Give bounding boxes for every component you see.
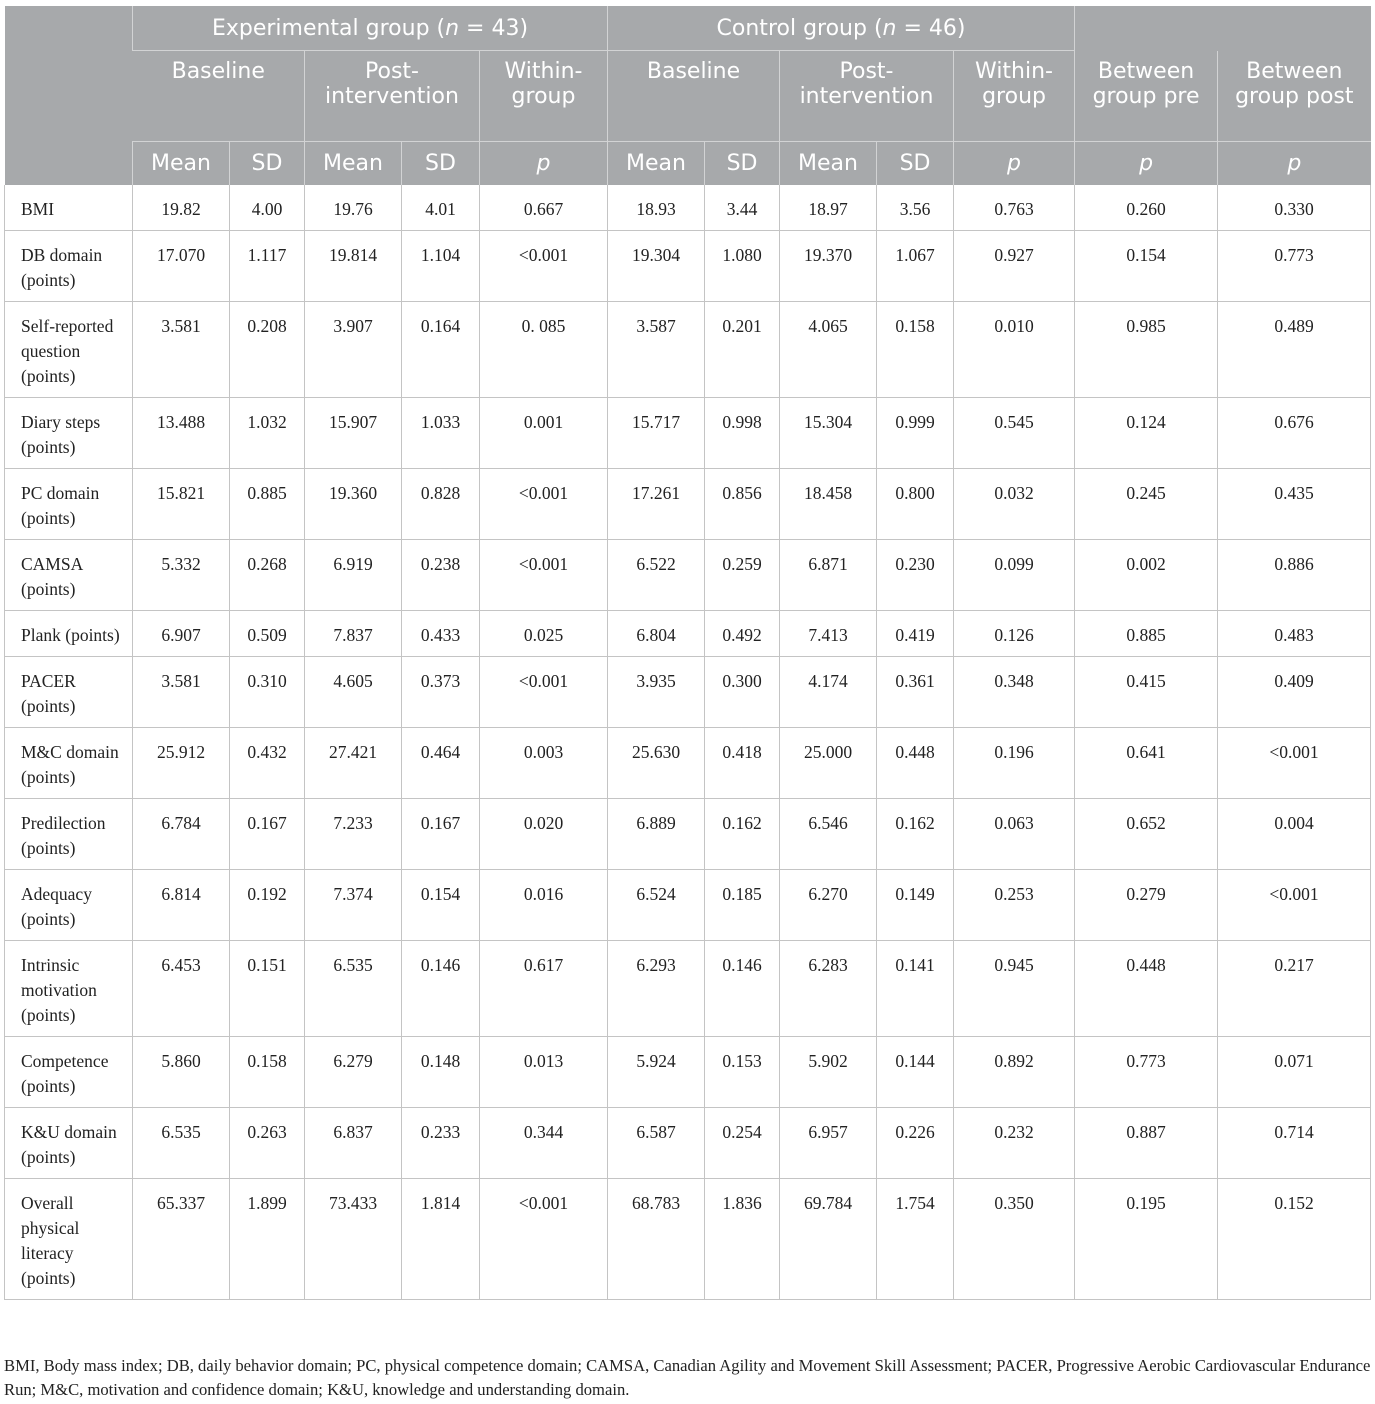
row-label: PACER (points) [5,657,133,728]
table-cell: 0.004 [1218,799,1371,870]
row-label: Predilection (points) [5,799,133,870]
table-cell: 6.837 [305,1108,402,1179]
table-row [5,1037,1371,1108]
table-cell: 68.783 [608,1179,705,1300]
table-cell: 0.998 [705,398,780,469]
header-between-pre: Between group pre [1075,51,1218,142]
table-cell: 0.238 [402,540,480,611]
table-footnote: BMI, Body mass index; DB, daily behavior domain; PC, physical competence domain; CAMSA, Canadian Agility and Movement Skill Assessment; PACER, Progressive Aerobic Cardiovascular Endurance Run; M&C, motivation and confidence domain; K&U, knowledge and understanding domain. [4,1356,1371,1399]
table-cell: 0.886 [1218,540,1371,611]
header-ctrl-post-mean: Mean [780,142,877,186]
table-cell: 0.148 [402,1037,480,1108]
table-cell: 6.293 [608,941,705,1037]
table-cell: 0.254 [705,1108,780,1179]
table-cell: 69.784 [780,1179,877,1300]
table-cell: 25.000 [780,728,877,799]
table-cell: 6.957 [780,1108,877,1179]
table-cell: 0.233 [402,1108,480,1179]
table-cell: 1.032 [230,398,305,469]
header-ctrl-baseline-mean: Mean [608,142,705,186]
results-table-container [4,6,1370,1300]
table-cell: 0.773 [1218,231,1371,302]
table-cell: 0.892 [954,1037,1075,1108]
row-label: PC domain (points) [5,469,133,540]
table-cell: 4.01 [402,185,480,231]
table-cell: 1.104 [402,231,480,302]
header-exp-post-mean: Mean [305,142,402,186]
table-cell: 0.348 [954,657,1075,728]
table-cell: 4.00 [230,185,305,231]
table-cell: 13.488 [133,398,230,469]
header-exp-baseline-mean: Mean [133,142,230,186]
table-cell: 3.44 [705,185,780,231]
table-cell: 3.907 [305,302,402,398]
table-cell: 0.773 [1075,1037,1218,1108]
table-cell: 0.545 [954,398,1075,469]
table-cell: 0.192 [230,870,305,941]
header-between-post-p: p [1218,142,1371,186]
table-row [5,398,1371,469]
table-cell: 25.912 [133,728,230,799]
table-cell: 6.871 [780,540,877,611]
table-cell: <0.001 [480,231,608,302]
table-cell: 0.885 [230,469,305,540]
table-cell: 6.524 [608,870,705,941]
table-cell: 1.754 [877,1179,954,1300]
table-cell: 7.413 [780,611,877,657]
table-body [5,185,1371,1300]
table-cell: 0.800 [877,469,954,540]
table-cell: 0.999 [877,398,954,469]
header-between-pre-p: p [1075,142,1218,186]
table-cell: 0.448 [1075,941,1218,1037]
table-cell: 3.935 [608,657,705,728]
table-cell: 0.350 [954,1179,1075,1300]
table-cell: <0.001 [480,540,608,611]
table-cell: <0.001 [480,469,608,540]
header-ctrl-post-sd: SD [877,142,954,186]
table-cell: 0.217 [1218,941,1371,1037]
header-corner [5,6,133,142]
table-cell: 0.020 [480,799,608,870]
table-cell: 65.337 [133,1179,230,1300]
table-cell: 0.415 [1075,657,1218,728]
table-cell: 3.581 [133,302,230,398]
row-label: DB domain (points) [5,231,133,302]
table-cell: 6.279 [305,1037,402,1108]
table-cell: 0.373 [402,657,480,728]
table-cell: 15.821 [133,469,230,540]
table-cell: 0.158 [230,1037,305,1108]
table-cell: 4.065 [780,302,877,398]
header-between-blank [1075,6,1371,51]
header-ctrl-within-p: p [954,142,1075,186]
table-row [5,1108,1371,1179]
table-cell: 0.714 [1218,1108,1371,1179]
table-cell: 0.230 [877,540,954,611]
table-row [5,799,1371,870]
table-cell: 18.458 [780,469,877,540]
header-exp-baseline-sd: SD [230,142,305,186]
table-cell: 15.304 [780,398,877,469]
table-row [5,611,1371,657]
table-cell: 0.432 [230,728,305,799]
table-cell: 0.185 [705,870,780,941]
table-row [5,540,1371,611]
table-cell: 7.837 [305,611,402,657]
table-cell: 1.033 [402,398,480,469]
table-cell: 0.483 [1218,611,1371,657]
table-cell: 0.164 [402,302,480,398]
table-cell: 7.374 [305,870,402,941]
row-label: K&U domain (points) [5,1108,133,1179]
table-cell: 3.581 [133,657,230,728]
row-label: Competence (points) [5,1037,133,1108]
header-exp-post: Post-intervention [305,51,480,142]
table-row [5,728,1371,799]
table-cell: 0.167 [402,799,480,870]
table-cell: 0.032 [954,469,1075,540]
table-cell: 0.013 [480,1037,608,1108]
table-cell: 6.546 [780,799,877,870]
table-cell: 0.162 [877,799,954,870]
table-cell: 0.344 [480,1108,608,1179]
table-cell: 18.97 [780,185,877,231]
table-cell: 6.804 [608,611,705,657]
table-cell: 0.300 [705,657,780,728]
table-cell: 0.153 [705,1037,780,1108]
table-cell: 6.535 [305,941,402,1037]
table-cell: 0.149 [877,870,954,941]
table-cell: 19.82 [133,185,230,231]
table-cell: 5.332 [133,540,230,611]
table-cell: 19.370 [780,231,877,302]
table-cell: 0.330 [1218,185,1371,231]
table-cell: 0.676 [1218,398,1371,469]
header-ctrl-baseline-sd: SD [705,142,780,186]
table-row [5,231,1371,302]
table-cell: 0.409 [1218,657,1371,728]
table-cell: 0.985 [1075,302,1218,398]
header-control-group: Control group (n = 46) [608,6,1075,51]
header-exp-post-sd: SD [402,142,480,186]
table-cell: 0.232 [954,1108,1075,1179]
row-label: CAMSA (points) [5,540,133,611]
table-row [5,185,1371,231]
table-cell: 0.025 [480,611,608,657]
table-header [5,6,1371,185]
table-cell: 0.146 [402,941,480,1037]
table-cell: <0.001 [480,657,608,728]
table-cell: 0.003 [480,728,608,799]
header-label-col [5,142,133,186]
table-row [5,870,1371,941]
table-cell: 5.860 [133,1037,230,1108]
table-row [5,941,1371,1037]
table-cell: 0.617 [480,941,608,1037]
table-cell: 0.260 [1075,185,1218,231]
row-label: Adequacy (points) [5,870,133,941]
table-cell: 6.453 [133,941,230,1037]
row-label: Overall physical literacy (points) [5,1179,133,1300]
row-label: Diary steps (points) [5,398,133,469]
table-cell: 0.208 [230,302,305,398]
table-cell: 6.784 [133,799,230,870]
table-cell: 73.433 [305,1179,402,1300]
table-cell: 0.763 [954,185,1075,231]
table-cell: <0.001 [1218,728,1371,799]
table-cell: 0.141 [877,941,954,1037]
table-cell: 0.158 [877,302,954,398]
table-cell: 0.152 [1218,1179,1371,1300]
table-cell: 6.907 [133,611,230,657]
table-cell: 0.419 [877,611,954,657]
table-cell: 0.259 [705,540,780,611]
table-cell: 0.652 [1075,799,1218,870]
table-cell: 0.509 [230,611,305,657]
table-row [5,1179,1371,1300]
row-label: Plank (points) [5,611,133,657]
table-cell: 6.814 [133,870,230,941]
header-ctrl-post: Post-intervention [780,51,954,142]
table-cell: 0.945 [954,941,1075,1037]
table-cell: 0.667 [480,185,608,231]
table-cell: 6.522 [608,540,705,611]
table-cell: 0. 085 [480,302,608,398]
table-cell: 0.195 [1075,1179,1218,1300]
table-cell: 19.360 [305,469,402,540]
row-label: Self-reported question (points) [5,302,133,398]
table-cell: 0.010 [954,302,1075,398]
row-label: M&C domain (points) [5,728,133,799]
table-cell: 15.717 [608,398,705,469]
table-cell: 0.489 [1218,302,1371,398]
table-cell: 6.535 [133,1108,230,1179]
table-cell: 0.124 [1075,398,1218,469]
table-cell: 0.063 [954,799,1075,870]
header-ctrl-within: Within-group [954,51,1075,142]
table-cell: 0.162 [705,799,780,870]
table-cell: 1.836 [705,1179,780,1300]
table-cell: 0.016 [480,870,608,941]
table-cell: 19.76 [305,185,402,231]
table-cell: 0.002 [1075,540,1218,611]
table-cell: 0.887 [1075,1108,1218,1179]
table-cell: 0.856 [705,469,780,540]
table-cell: 17.261 [608,469,705,540]
table-cell: 19.814 [305,231,402,302]
header-exp-within-p: p [480,142,608,186]
table-cell: <0.001 [480,1179,608,1300]
row-label: Intrinsic motivation (points) [5,941,133,1037]
table-cell: 0.099 [954,540,1075,611]
row-label: BMI [5,185,133,231]
table-cell: 0.144 [877,1037,954,1108]
table-cell: 19.304 [608,231,705,302]
table-cell: 0.146 [705,941,780,1037]
table-cell: 17.070 [133,231,230,302]
table-cell: 0.126 [954,611,1075,657]
table-cell: 0.201 [705,302,780,398]
table-cell: 0.268 [230,540,305,611]
table-row [5,302,1371,398]
table-cell: 0.245 [1075,469,1218,540]
table-cell: 0.196 [954,728,1075,799]
table-cell: 1.067 [877,231,954,302]
table-cell: 0.885 [1075,611,1218,657]
table-row [5,469,1371,540]
table-cell: 0.154 [1075,231,1218,302]
table-cell: 0.154 [402,870,480,941]
table-cell: 0.492 [705,611,780,657]
table-cell: 4.174 [780,657,877,728]
table-cell: 0.071 [1218,1037,1371,1108]
table-cell: 25.630 [608,728,705,799]
table-cell: 1.117 [230,231,305,302]
table-cell: 0.226 [877,1108,954,1179]
header-between-post: Between group post [1218,51,1371,142]
header-exp-within: Within-group [480,51,608,142]
results-table [4,6,1371,1300]
table-cell: 6.270 [780,870,877,941]
header-experimental-group: Experimental group (n = 43) [133,6,608,51]
table-cell: 0.435 [1218,469,1371,540]
table-cell: 1.814 [402,1179,480,1300]
table-cell: 7.233 [305,799,402,870]
table-cell: <0.001 [1218,870,1371,941]
table-cell: 0.263 [230,1108,305,1179]
table-row [5,657,1371,728]
table-cell: 0.641 [1075,728,1218,799]
table-cell: 0.828 [402,469,480,540]
table-cell: 6.919 [305,540,402,611]
table-cell: 15.907 [305,398,402,469]
table-cell: 0.151 [230,941,305,1037]
table-cell: 5.902 [780,1037,877,1108]
table-cell: 0.253 [954,870,1075,941]
table-cell: 3.587 [608,302,705,398]
table-cell: 0.418 [705,728,780,799]
table-cell: 0.448 [877,728,954,799]
table-cell: 4.605 [305,657,402,728]
table-cell: 0.464 [402,728,480,799]
table-cell: 0.927 [954,231,1075,302]
table-cell: 1.080 [705,231,780,302]
table-cell: 6.587 [608,1108,705,1179]
table-cell: 0.310 [230,657,305,728]
table-cell: 0.361 [877,657,954,728]
table-cell: 0.433 [402,611,480,657]
table-cell: 0.279 [1075,870,1218,941]
table-cell: 1.899 [230,1179,305,1300]
table-cell: 6.889 [608,799,705,870]
table-cell: 18.93 [608,185,705,231]
table-cell: 3.56 [877,185,954,231]
table-cell: 27.421 [305,728,402,799]
header-exp-baseline: Baseline [133,51,305,142]
table-cell: 0.167 [230,799,305,870]
table-cell: 0.001 [480,398,608,469]
table-cell: 6.283 [780,941,877,1037]
header-ctrl-baseline: Baseline [608,51,780,142]
table-cell: 5.924 [608,1037,705,1108]
